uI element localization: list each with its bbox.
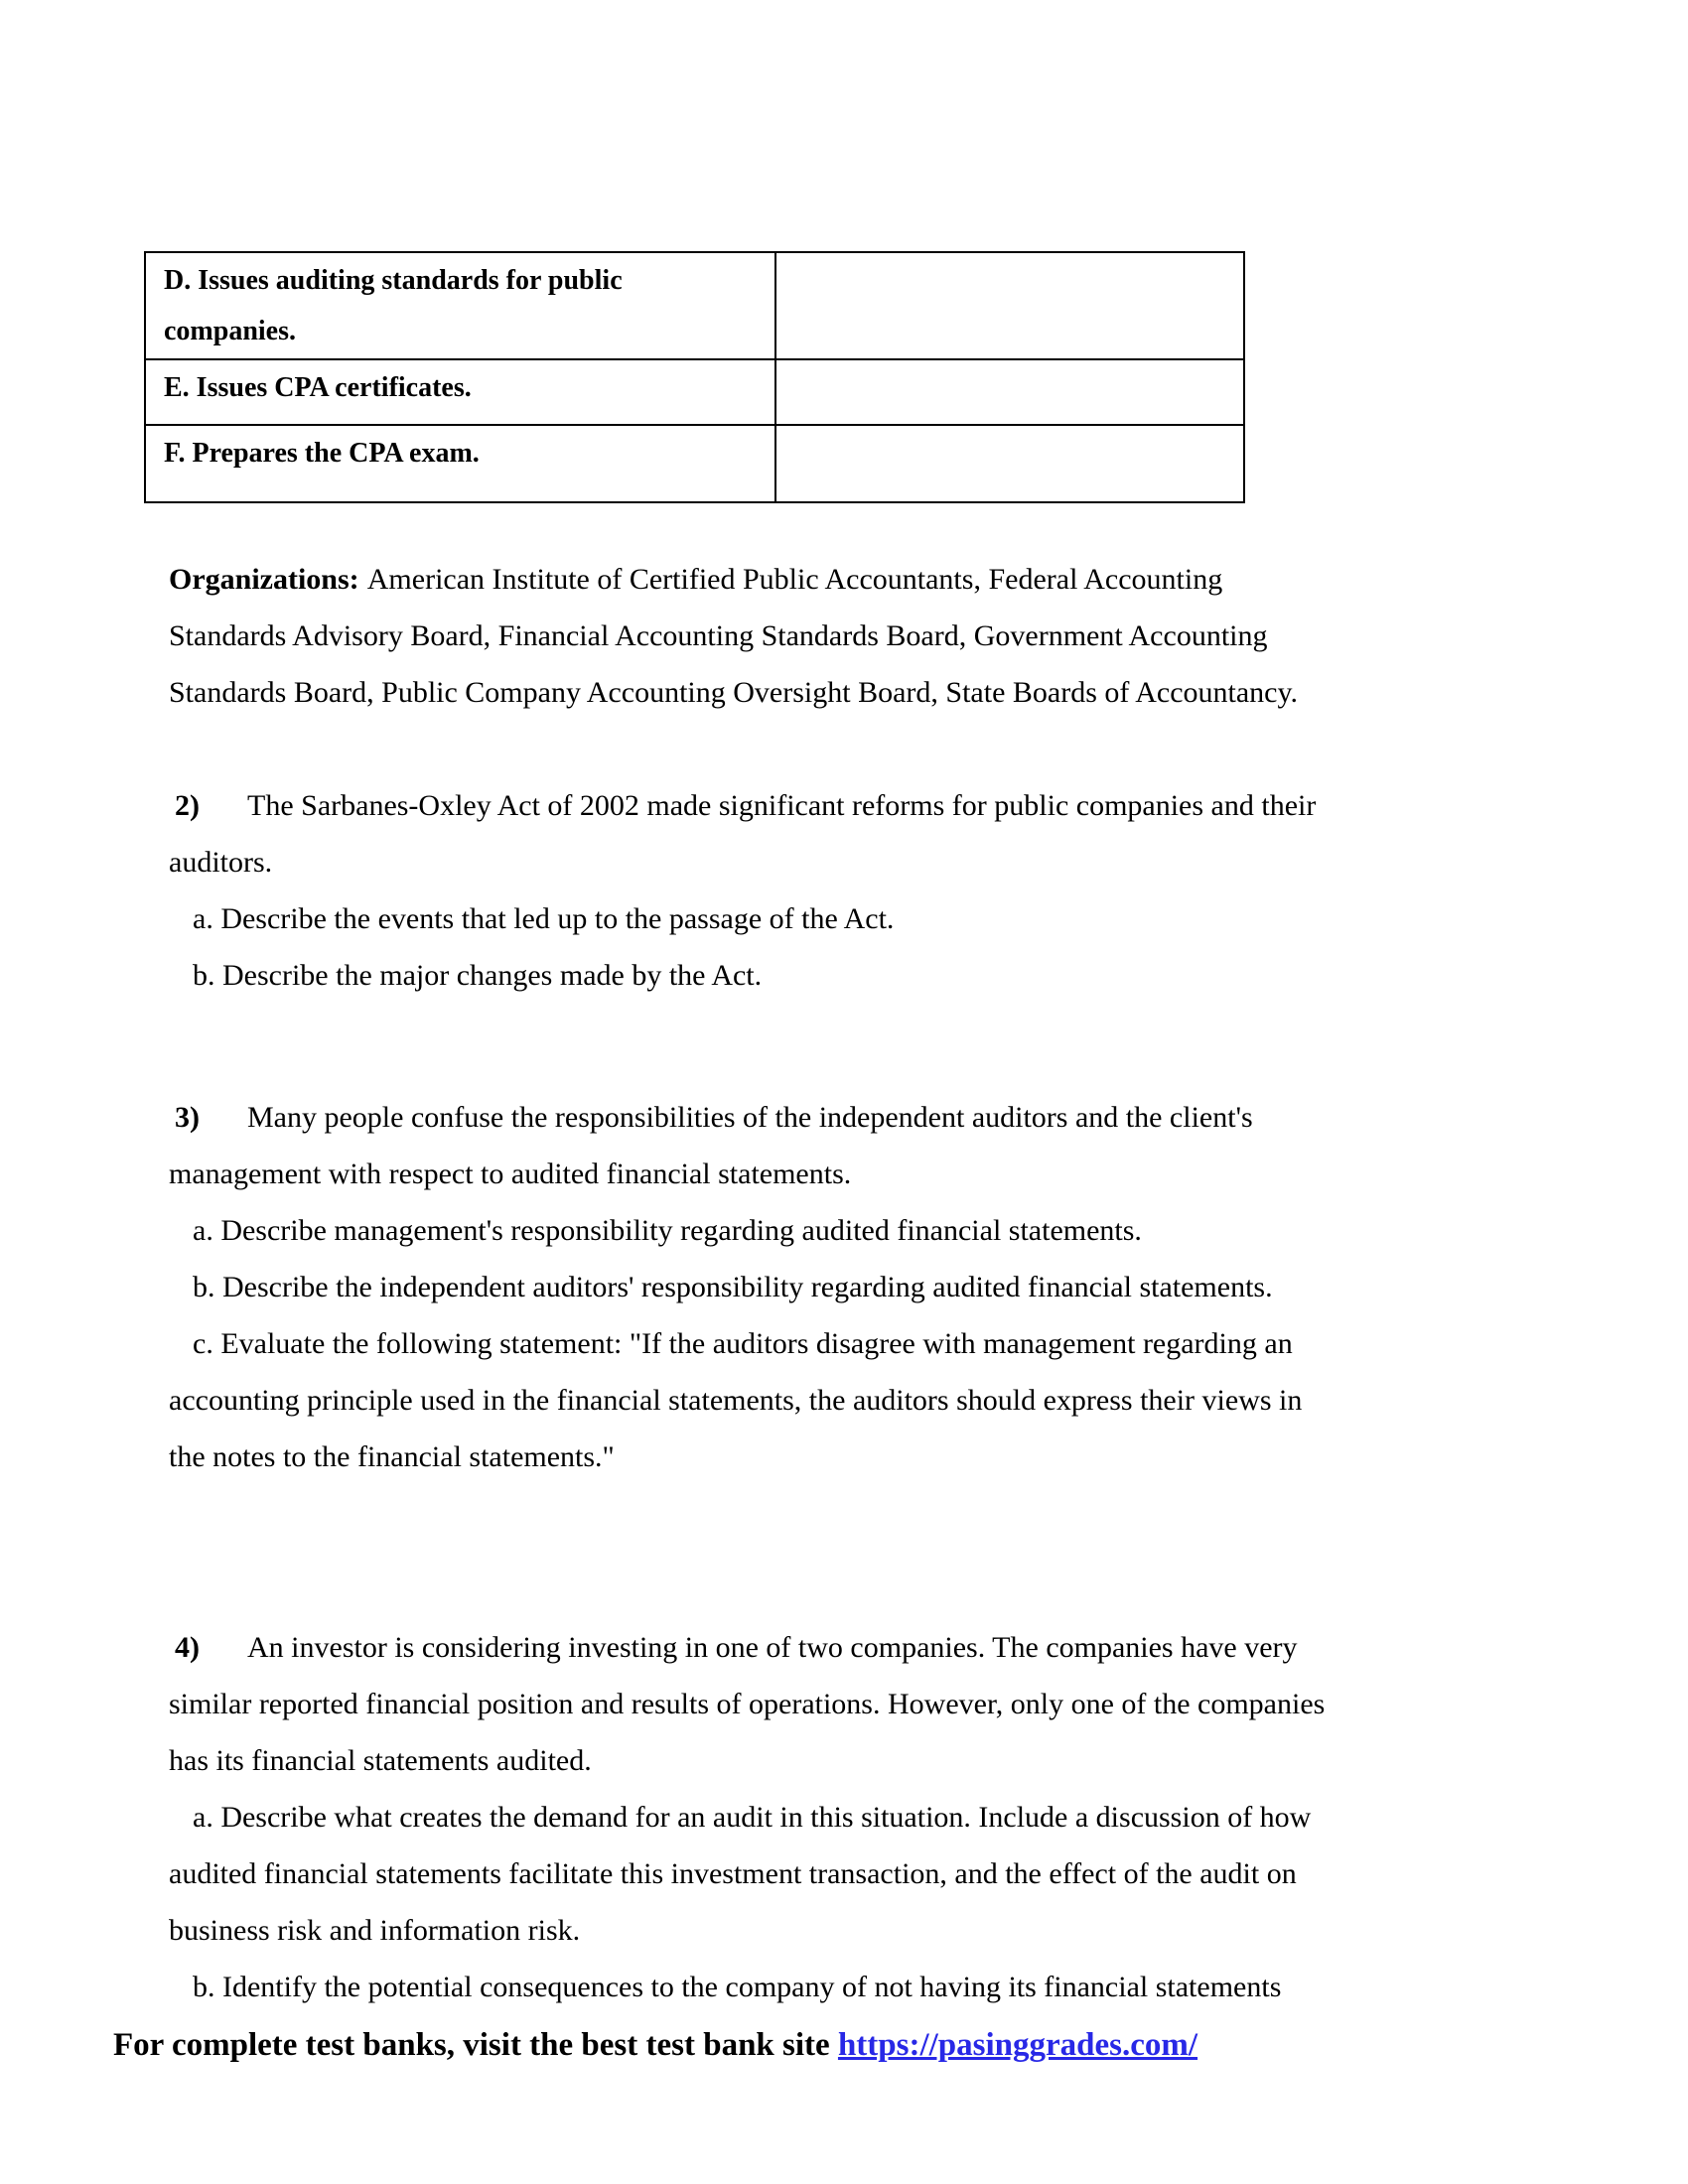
table-label-cell-e [145,359,775,425]
table-label-cell-d [145,252,775,359]
question-4-item-a-line-2: audited financial statements facilitate this investment transaction, and the effect of the audit on [169,1857,1297,1890]
question-3-line-2: management with respect to audited financial statements. [169,1158,852,1190]
question-2-item-b: b. Describe the major changes made by the Act. [193,959,763,992]
question-3-line-1 [175,1099,1253,1137]
table-row [145,359,1244,425]
question-4-item-a-line-3: business risk and information risk. [169,1914,581,1947]
table-label-cell-f [145,425,775,502]
question-text: An investor is considering investing in one of two companies. The companies have very [247,1631,1298,1664]
question-4-line-2: similar reported financial position and results of operations. However, only one of the companies [169,1688,1326,1720]
question-number: 2) [175,789,200,822]
question-3-item-a: a. Describe management's responsibility regarding audited financial statements. [193,1214,1142,1247]
organizations-line-3: Standards Board, Public Company Accounting Oversight Board, State Boards of Accountancy. [169,676,1299,709]
organizations-line-2: Standards Advisory Board, Financial Accounting Standards Board, Government Accounting [169,619,1268,652]
question-4-item-a-line-1: a. Describe what creates the demand for an audit in this situation. Include a discussion of how [193,1801,1312,1834]
question-4-item-b-line-1: b. Identify the potential consequences to the company of not having its financial statements [193,1971,1282,2003]
footer-link[interactable]: https://pasinggrades.com/ [837,2027,1198,2063]
table-row [145,425,1244,502]
question-3-item-c-line-1: c. Evaluate the following statement: "If the auditors disagree with management regarding an [193,1327,1293,1360]
organizations-text: American Institute of Certified Public Accountants, Federal Accounting [366,563,1223,596]
table-label-line: E. Issues CPA certificates. [164,372,472,403]
table-label-line: companies. [164,316,296,346]
question-number: 4) [175,1631,200,1664]
question-4-line-1 [175,1629,1298,1667]
question-2-item-a: a. Describe the events that led up to the passage of the Act. [193,902,895,935]
organizations-line-1 [169,561,1222,599]
organizations-label: Organizations: [169,563,359,596]
question-2-line-2: auditors. [169,846,273,879]
table-row [145,252,1244,359]
footer [113,2027,1197,2064]
question-2-line-1 [175,787,1316,825]
question-text: The Sarbanes-Oxley Act of 2002 made significant reforms for public companies and their [247,789,1317,822]
question-3-item-b: b. Describe the independent auditors' responsibility regarding audited financial statements. [193,1271,1273,1303]
question-3-item-c-line-2: accounting principle used in the financial statements, the auditors should express their views in [169,1384,1303,1417]
question-4-line-3: has its financial statements audited. [169,1744,592,1777]
question-number: 3) [175,1101,200,1134]
table-label-line: D. Issues auditing standards for public [164,265,623,296]
answer-cell-e [775,359,1244,425]
question-3-item-c-line-3: the notes to the financial statements." [169,1440,615,1473]
question-text: Many people confuse the responsibilities of the independent auditors and the client's [247,1101,1253,1134]
footer-text: For complete test banks, visit the best test bank site [113,2027,838,2063]
answer-cell-f [775,425,1244,502]
answer-cell-d [775,252,1244,359]
matching-table [144,251,1245,503]
table-label-line: F. Prepares the CPA exam. [164,438,480,469]
